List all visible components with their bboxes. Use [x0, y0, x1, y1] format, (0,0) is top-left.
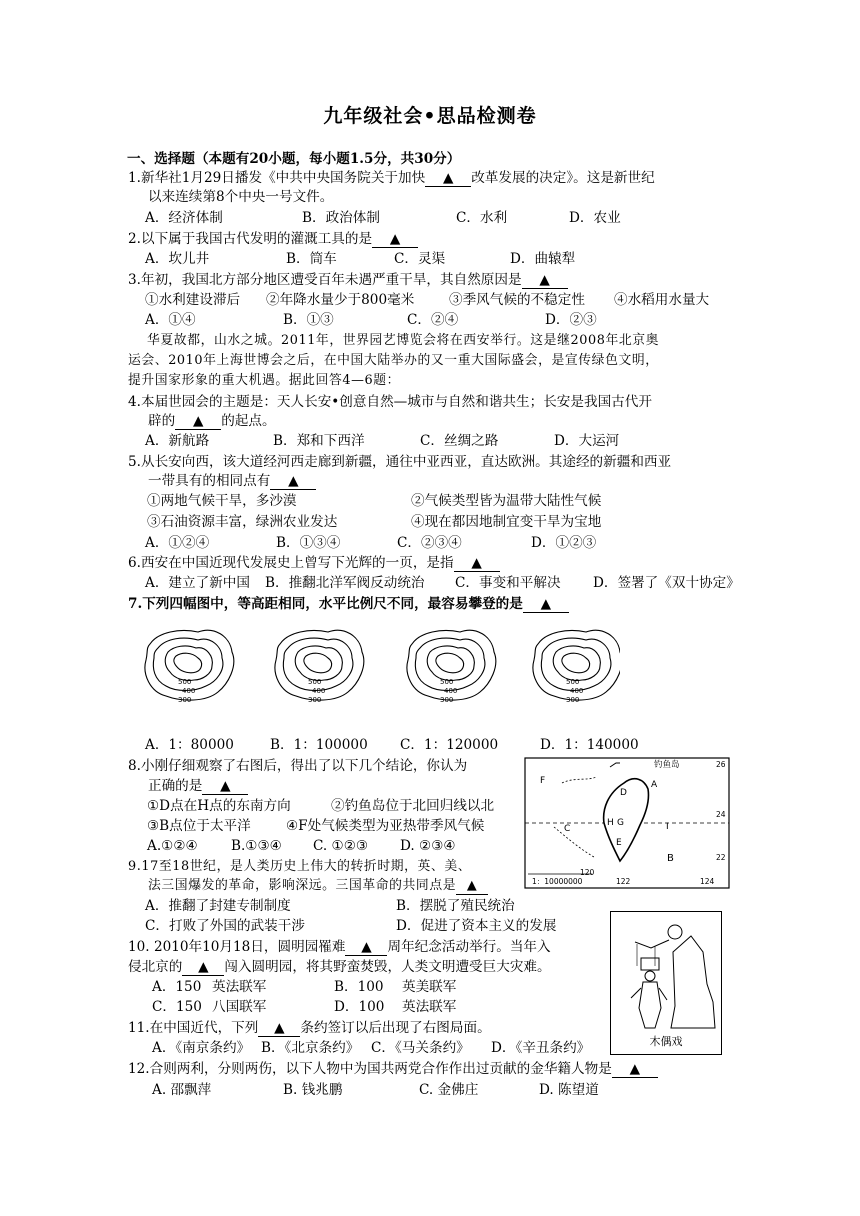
- svg-text:1：10000000: 1：10000000: [532, 877, 583, 886]
- item-1: ①两地气候干旱，多沙漠: [147, 493, 297, 509]
- svg-text:300: 300: [178, 696, 192, 704]
- option-b[interactable]: B. 钱兆鹏: [283, 1082, 343, 1098]
- answer-blank[interactable]: ▲: [456, 878, 488, 895]
- option-d[interactable]: D．②③: [545, 312, 597, 328]
- option-c[interactable]: C. ①②③: [313, 838, 369, 854]
- svg-text:D: D: [620, 788, 627, 798]
- option-d[interactable]: D．100: [334, 999, 385, 1015]
- option-a[interactable]: A．推翻了封建专制制度: [145, 898, 291, 914]
- option-a[interactable]: A．150: [152, 979, 202, 995]
- option-a[interactable]: A．1：80000: [145, 737, 234, 753]
- item-2: ②年降水量少于800毫米: [266, 292, 415, 308]
- option-d[interactable]: D．大运河: [554, 433, 620, 449]
- svg-text:A: A: [651, 780, 658, 790]
- svg-text:24: 24: [716, 810, 726, 819]
- question-9-stem: 9.17至18世纪，是人类历史上伟大的转折时期，英、美、: [128, 859, 472, 874]
- option-d[interactable]: D．1：140000: [540, 737, 639, 753]
- passage-line-2: 运会、2010年上海世博会之后，在中国大陆举办的又一重大国际盛会，是宣传绿色文明，: [128, 353, 659, 368]
- svg-text:G: G: [617, 818, 624, 828]
- svg-text:400: 400: [444, 687, 458, 695]
- svg-text:E: E: [616, 838, 622, 848]
- option-a[interactable]: A. 邵飘萍: [152, 1082, 212, 1098]
- option-b[interactable]: B．①③: [283, 312, 334, 328]
- svg-text:122: 122: [616, 877, 631, 886]
- answer-blank[interactable]: ▲: [258, 1020, 300, 1037]
- svg-text:500: 500: [440, 678, 454, 686]
- option-b[interactable]: B．《北京条约》: [261, 1040, 360, 1056]
- svg-text:H: H: [607, 818, 614, 828]
- answer-blank[interactable]: ▲: [425, 170, 471, 187]
- option-c[interactable]: C．打败了外国的武装干涉: [145, 918, 305, 934]
- option-c[interactable]: C．水利: [456, 210, 508, 226]
- answer-blank[interactable]: ▲: [202, 778, 248, 795]
- picture-caption: 木偶戏: [649, 1035, 683, 1048]
- svg-text:120: 120: [580, 868, 595, 877]
- question-7-stem: 7.下列四幅图中，等高距相同，水平比例尺不同，最容易攀登的是 ▲: [128, 594, 569, 614]
- svg-text:26: 26: [716, 760, 726, 769]
- option-a[interactable]: A．《南京条约》: [152, 1040, 251, 1056]
- option-b[interactable]: B．①③④: [276, 535, 341, 551]
- item-2: ②钓鱼岛位于北回归线以北: [331, 798, 495, 814]
- answer-blank[interactable]: ▲: [612, 1061, 658, 1078]
- option-c[interactable]: C．②④: [407, 312, 459, 328]
- answer-blank[interactable]: ▲: [175, 413, 221, 430]
- option-d[interactable]: D. 陈望道: [539, 1082, 599, 1098]
- question-3-stem: 3.年初，我国北方部分地区遭受百年未遇严重干旱，其自然原因是 ▲: [128, 270, 568, 290]
- question-12-stem: 12.合则两利，分则两伤，以下人物中为国共两党合作作出过贡献的金华籍人物是 ▲: [128, 1059, 658, 1079]
- question-8-stem: 8.小刚仔细观察了右图后，得出了以下几个结论，你认为: [128, 758, 468, 774]
- question-6-stem: 6.西安在中国近现代发展史上曾写下光辉的一页，是指 ▲: [128, 553, 500, 573]
- item-1: ①D点在H点的东南方向: [147, 798, 291, 814]
- question-4-stem-cont: 辟的 ▲ 的起点。: [148, 413, 276, 429]
- question-4-stem: 4.本届世园会的主题是：天人长安•创意自然—城市与自然和谐共生；长安是我国古代开: [128, 394, 652, 410]
- question-5-stem: 5.从长安向西，该大道经河西走廊到新疆，通往中亚西亚，直达欧洲。其途经的新疆和西亚: [128, 454, 672, 470]
- item-3: ③石油资源丰富，绿洲农业发达: [147, 514, 338, 530]
- svg-text:C: C: [564, 824, 571, 834]
- item-2: ②气候类型皆为温带大陆性气候: [411, 493, 602, 509]
- svg-text:400: 400: [312, 687, 326, 695]
- svg-text:I: I: [666, 822, 669, 832]
- item-3: ③季风气候的不稳定性: [449, 292, 585, 308]
- svg-text:300: 300: [440, 696, 454, 704]
- section-heading: 一、选择题（本题有20小题，每小题1.5分，共30分）: [127, 151, 461, 167]
- item-1: ①水利建设滞后: [145, 292, 241, 308]
- question-9-stem-cont: 法三国爆发的革命，影响深远。三国革命的共同点是 ▲: [148, 876, 488, 896]
- contour-maps: [140, 626, 620, 706]
- option-b-text: 英美联军: [402, 979, 457, 995]
- option-b[interactable]: B．摆脱了殖民统治: [396, 898, 515, 914]
- option-a[interactable]: A．新航路: [145, 433, 210, 449]
- answer-blank[interactable]: ▲: [454, 555, 500, 572]
- option-b[interactable]: B．政治体制: [302, 210, 380, 226]
- option-c[interactable]: C. 金佛庄: [419, 1082, 479, 1098]
- passage-line-1: 华夏故都，山水之城。2011年，世界园艺博览会将在西安举行。这是继2008年北京奥: [147, 333, 660, 348]
- svg-text:F: F: [540, 776, 546, 786]
- option-d[interactable]: D．农业: [569, 210, 621, 226]
- svg-text:300: 300: [308, 696, 322, 704]
- svg-text:300: 300: [566, 696, 580, 704]
- option-a[interactable]: A．经济体制: [145, 210, 223, 226]
- svg-text:124: 124: [700, 877, 715, 886]
- svg-text:22: 22: [716, 853, 726, 862]
- question-10-stem: 10. 2010年10月18日，圆明园罹难 ▲ 周年纪念活动举行。当年入: [128, 939, 551, 955]
- option-b[interactable]: B．100: [334, 979, 384, 995]
- option-d[interactable]: D．曲辕犁: [510, 251, 576, 267]
- puppet-show-picture: [610, 911, 722, 1055]
- option-a[interactable]: A．①②④: [145, 535, 210, 551]
- answer-blank[interactable]: ▲: [270, 473, 316, 490]
- option-c[interactable]: C．150: [152, 999, 202, 1015]
- option-b[interactable]: B．1：100000: [270, 737, 368, 753]
- option-b[interactable]: B．筒车: [286, 251, 337, 267]
- option-b[interactable]: B.①③④: [231, 838, 282, 854]
- svg-text:400: 400: [570, 687, 584, 695]
- answer-blank[interactable]: ▲: [182, 959, 224, 976]
- item-4: ④水稻用水量大: [614, 292, 710, 308]
- passage-line-3: 提升国家形象的重大机遇。据此回答4—6题：: [128, 373, 401, 388]
- option-c[interactable]: C．事变和平解决: [455, 575, 561, 591]
- svg-text:500: 500: [308, 678, 322, 686]
- question-2-stem: 2.以下属于我国古代发明的灌溉工具的是 ▲: [128, 229, 418, 249]
- option-a[interactable]: A．建立了新中国: [145, 575, 250, 591]
- option-a[interactable]: A．坎儿井: [145, 251, 210, 267]
- answer-blank[interactable]: ▲: [345, 939, 387, 956]
- answer-blank[interactable]: ▲: [523, 596, 569, 613]
- svg-text:500: 500: [566, 678, 580, 686]
- svg-text:钓鱼岛: 钓鱼岛: [654, 760, 680, 770]
- option-b[interactable]: B．郑和下西洋: [273, 433, 365, 449]
- item-3: ③B点位于太平洋: [147, 818, 251, 834]
- option-c[interactable]: C．1：120000: [400, 737, 499, 753]
- question-5-stem-cont: 一带具有的相同点有 ▲: [148, 471, 316, 491]
- option-d[interactable]: D．签署了《双十协定》: [593, 575, 740, 591]
- question-8-stem-cont: 正确的是 ▲: [148, 776, 248, 796]
- option-b[interactable]: B．推翻北洋军阀反动统治: [265, 575, 425, 591]
- puppet-illustration: [611, 912, 721, 1036]
- option-a-text: 英法联军: [212, 979, 267, 995]
- taiwan-map: [524, 757, 734, 893]
- option-d[interactable]: D. ②③④: [400, 838, 456, 854]
- answer-blank[interactable]: ▲: [372, 231, 418, 248]
- option-c[interactable]: C．灵渠: [394, 251, 446, 267]
- option-c[interactable]: C．《马关条约》: [371, 1040, 470, 1056]
- option-c-text: 八国联军: [212, 999, 267, 1015]
- question-11-stem: 11.在中国近代，下列 ▲ 条约签订以后出现了右图局面。: [128, 1020, 491, 1036]
- option-d[interactable]: D．①②③: [531, 535, 597, 551]
- item-4: ④F处气候类型为亚热带季风气候: [286, 818, 485, 834]
- svg-text:B: B: [667, 853, 674, 864]
- item-4: ④现在都因地制宜变干旱为宝地: [411, 514, 602, 530]
- option-a[interactable]: A．①④: [145, 312, 196, 328]
- option-c[interactable]: C．②③④: [397, 535, 462, 551]
- question-1-stem: 1.新华社1月29日播发《中共中央国务院关于加快 ▲ 改革发展的决定》。这是新世纪: [128, 170, 655, 186]
- question-10-stem-cont: 侵北京的 ▲ 闯入圆明园，将其野蛮焚毁，人类文明遭受巨大灾难。: [128, 959, 551, 975]
- svg-text:400: 400: [182, 687, 196, 695]
- option-d[interactable]: D．《辛丑条约》: [491, 1040, 591, 1056]
- page-title: 九年级社会•思品检测卷: [323, 105, 537, 127]
- question-1-stem-cont: 以来连续第8个中央一号文件。: [148, 189, 334, 205]
- option-d-text: 英法联军: [402, 999, 457, 1015]
- option-c[interactable]: C．丝绸之路: [420, 433, 499, 449]
- svg-text:500: 500: [178, 678, 192, 686]
- option-a[interactable]: A.①②④: [147, 838, 198, 854]
- option-d[interactable]: D．促进了资本主义的发展: [396, 918, 557, 934]
- answer-blank[interactable]: ▲: [522, 272, 568, 289]
